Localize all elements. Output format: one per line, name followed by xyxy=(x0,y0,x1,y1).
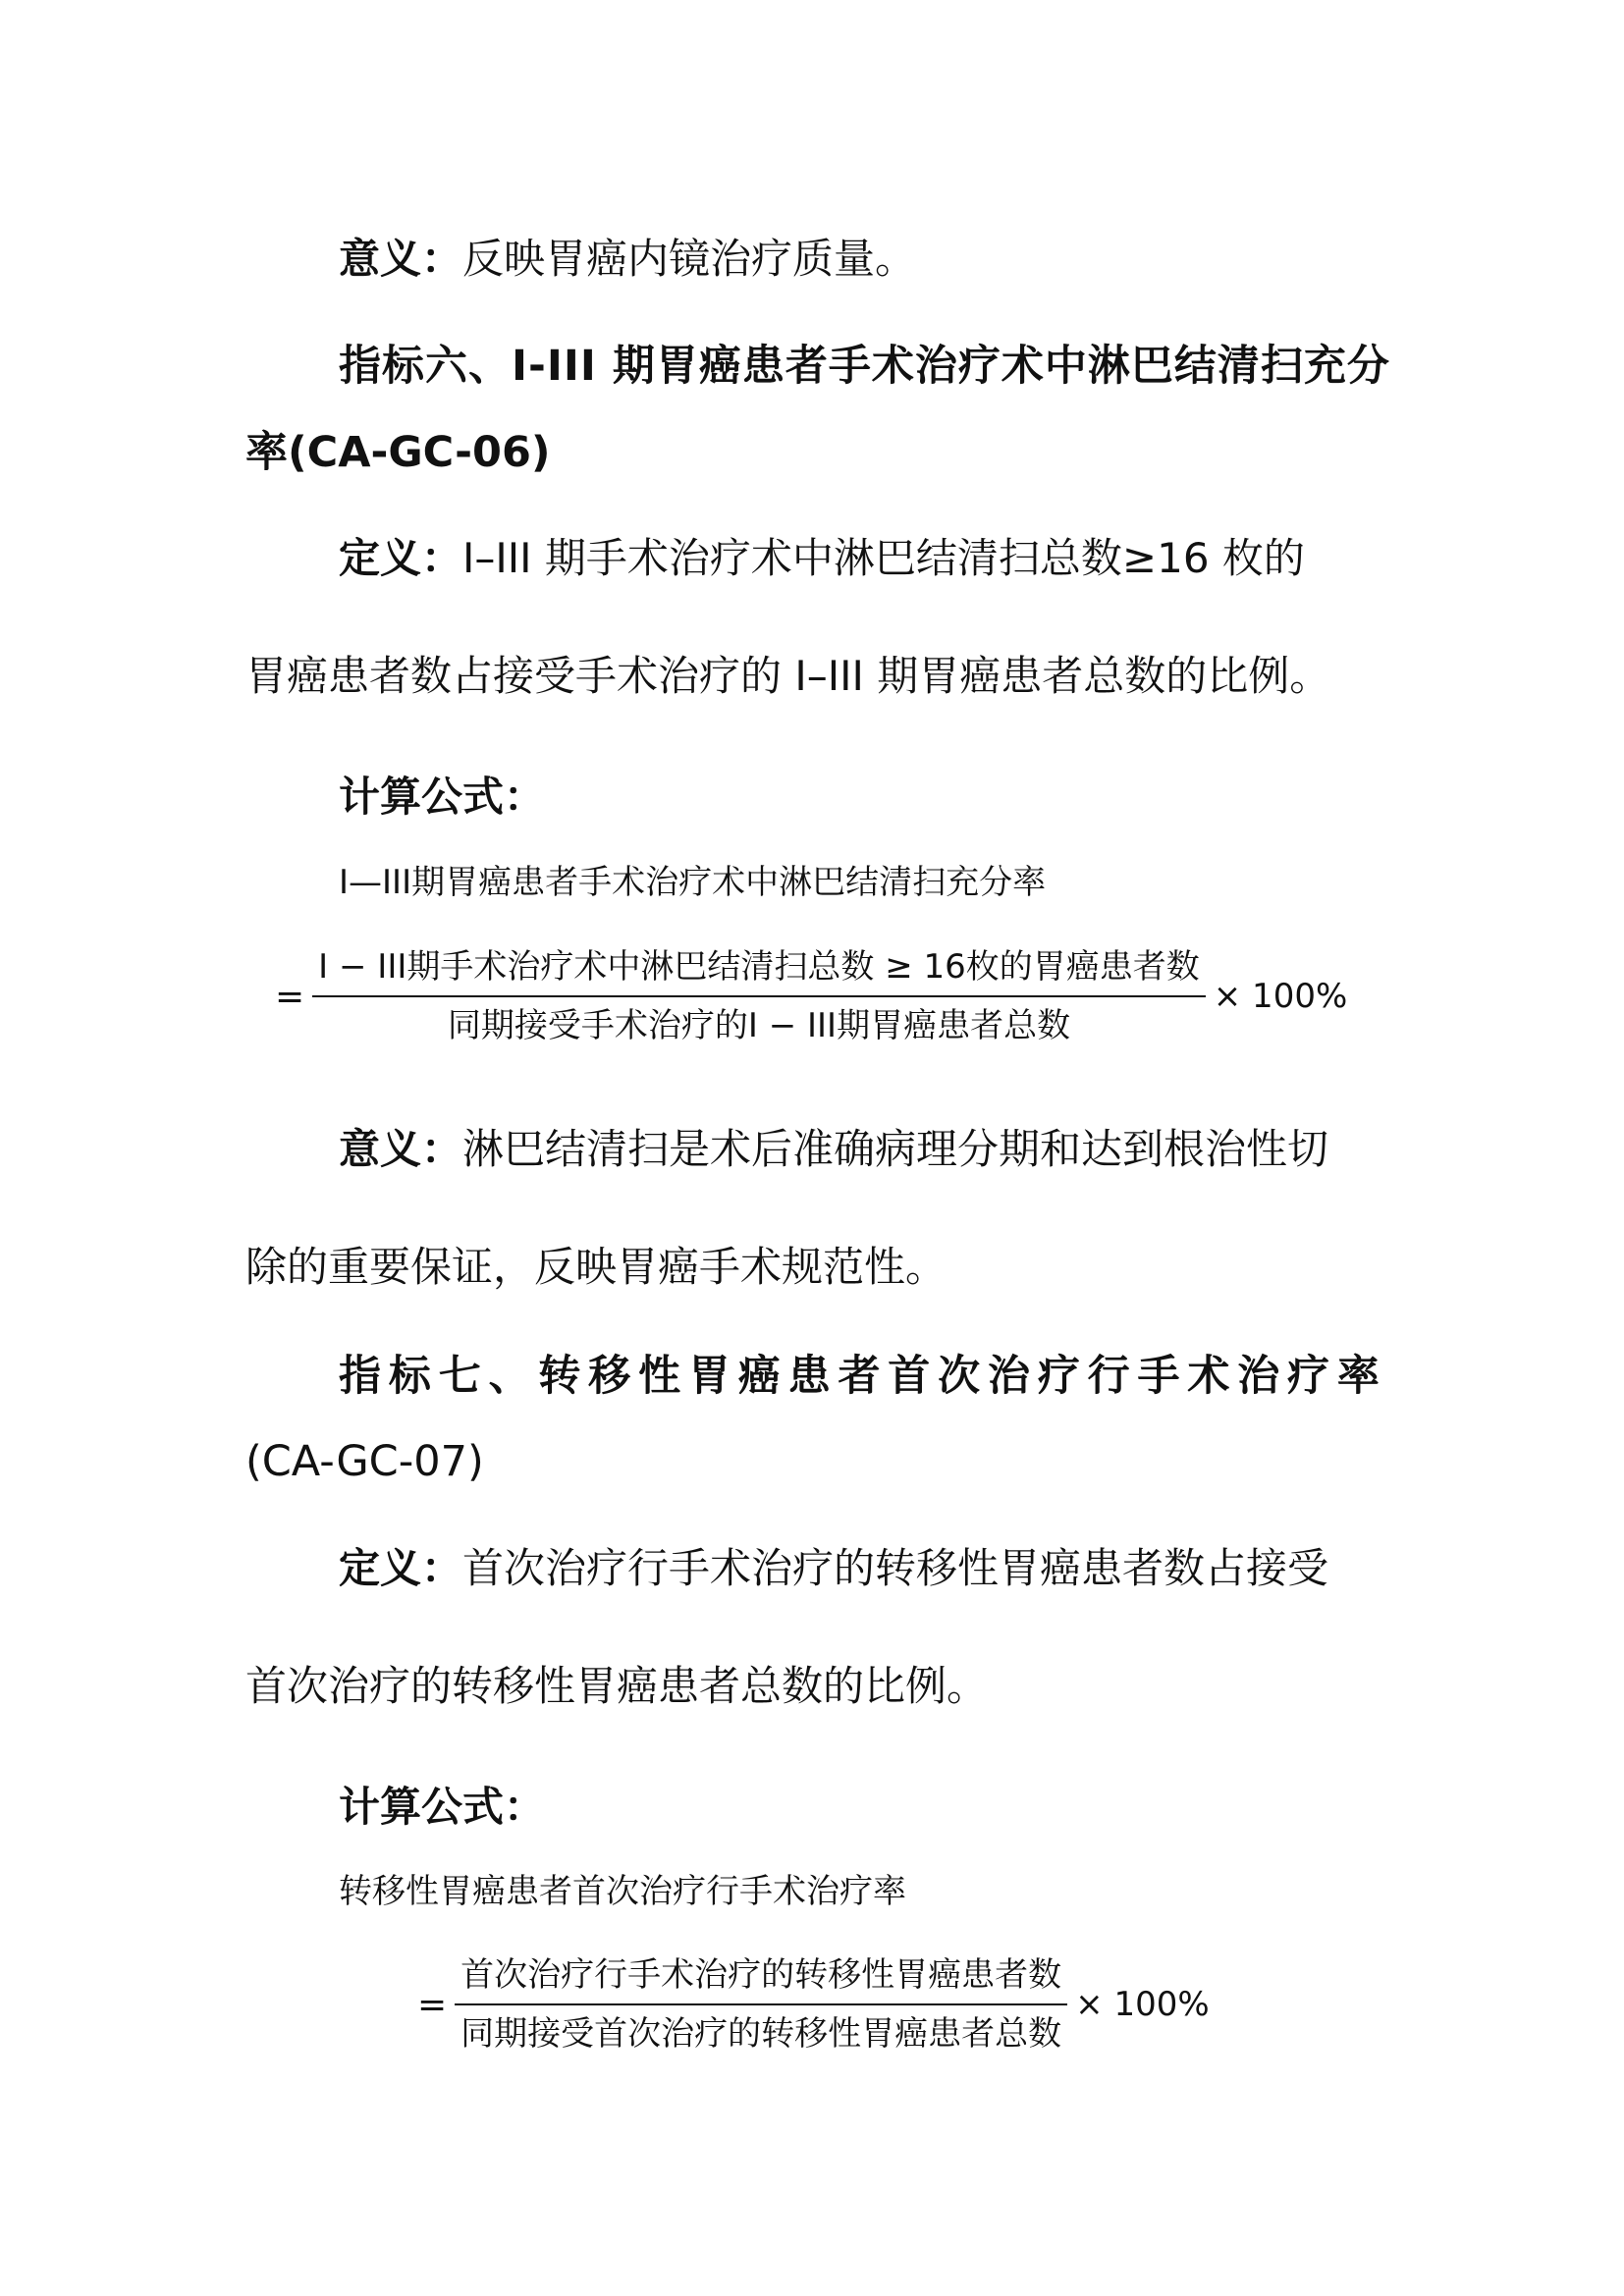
title-char: 、 xyxy=(488,1352,531,1401)
indicator6-title-line1: 指标六、I-III 期胃癌患者手术治疗术中淋巴结清扫充分 xyxy=(339,342,1390,391)
title-char: 七 xyxy=(438,1352,481,1401)
title-char: 转 xyxy=(538,1352,581,1401)
indicator6-definition-line1 xyxy=(339,534,1305,582)
title-char: 移 xyxy=(588,1352,631,1401)
title-char: 患 xyxy=(787,1352,831,1401)
title-char: 疗 xyxy=(1037,1352,1080,1401)
formula-numerator: I − III期手术治疗术中淋巴结清扫总数 ≥ 16枚的胃癌患者数 xyxy=(318,947,1200,987)
meaning-text: 淋巴结清扫是术后准确病理分期和达到根治性切 xyxy=(462,1125,1329,1173)
title-char: 治 xyxy=(987,1352,1030,1401)
indicator7-definition-line2: 首次治疗的转移性胃癌患者总数的比例。 xyxy=(245,1662,989,1710)
indicator7-formula-name: 转移性胃癌患者首次治疗行手术治疗率 xyxy=(339,1872,906,1911)
indicator6-meaning-line1 xyxy=(339,1125,1329,1173)
formula-denominator: 同期接受手术治疗的I − III期胃癌患者总数 xyxy=(447,1006,1071,1045)
indicator7-formula-label: 计算公式： xyxy=(339,1783,546,1831)
title-char: 行 xyxy=(1087,1352,1130,1401)
title-char: 治 xyxy=(1237,1352,1280,1401)
title-char: 手 xyxy=(1137,1352,1180,1401)
definition-text: I–III 期手术治疗术中淋巴结清扫总数≥16 枚的 xyxy=(462,534,1305,582)
indicator7-definition-line1 xyxy=(339,1544,1329,1592)
equals-sign: = xyxy=(417,1984,448,2025)
title-char: 术 xyxy=(1187,1352,1230,1401)
indicator6-formula xyxy=(275,947,1348,1045)
title-char: 癌 xyxy=(737,1352,781,1401)
equals-sign: = xyxy=(275,976,305,1017)
title-char: 性 xyxy=(638,1352,681,1401)
title-char: 胃 xyxy=(687,1352,731,1401)
title-char: 者 xyxy=(838,1352,881,1401)
title-char: 率 xyxy=(1336,1352,1380,1401)
title-char: 指 xyxy=(339,1352,381,1401)
meaning-label: 意义： xyxy=(339,1125,463,1173)
title-char: 首 xyxy=(888,1352,931,1401)
formula-fraction xyxy=(455,1955,1067,2054)
indicator6-formula-label: 计算公式： xyxy=(339,773,546,821)
indicator7-title-line1 xyxy=(339,1352,1380,1401)
indicator7-title-line2: (CA-GC-07) xyxy=(245,1437,484,1486)
meaning-paragraph-indicator5 xyxy=(339,235,917,283)
formula-fraction xyxy=(312,947,1206,1045)
indicator6-definition-line2: 胃癌患者数占接受手术治疗的 I–III 期胃癌患者总数的比例。 xyxy=(245,652,1331,700)
formula-denominator: 同期接受首次治疗的转移性胃癌患者总数 xyxy=(460,2014,1062,2054)
title-char: 标 xyxy=(388,1352,431,1401)
indicator6-title-line2: 率(CA-GC-06) xyxy=(245,428,551,477)
meaning-label: 意义： xyxy=(339,235,463,283)
formula-numerator: 首次治疗行手术治疗的转移性胃癌患者数 xyxy=(460,1955,1062,1995)
indicator6-formula-name: I—III期胃癌患者手术治疗术中淋巴结清扫充分率 xyxy=(339,863,1047,902)
title-char: 疗 xyxy=(1287,1352,1330,1401)
times-100-percent: × 100% xyxy=(1213,977,1348,1016)
times-100-percent: × 100% xyxy=(1075,1985,1210,2024)
definition-text: 首次治疗行手术治疗的转移性胃癌患者数占接受 xyxy=(462,1544,1329,1592)
definition-label: 定义： xyxy=(339,1544,463,1592)
title-char: 次 xyxy=(938,1352,981,1401)
indicator7-formula xyxy=(417,1955,1210,2054)
meaning-text: 反映胃癌内镜治疗质量。 xyxy=(462,235,917,283)
definition-label: 定义： xyxy=(339,534,463,582)
indicator6-meaning-line2: 除的重要保证，反映胃癌手术规范性。 xyxy=(245,1243,947,1291)
